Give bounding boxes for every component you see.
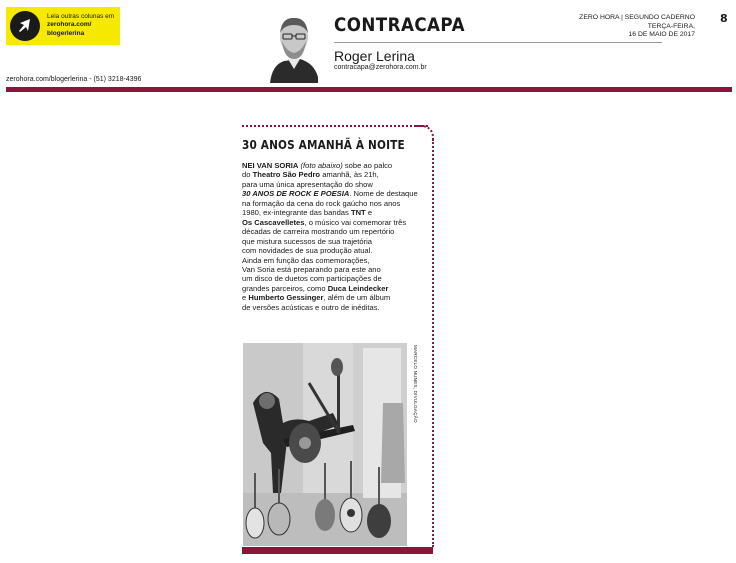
body-line: grandes parceiros, como Duca Leindecker [242, 283, 389, 293]
body-line: e Humberto Gessinger, além de um álbum [242, 293, 391, 303]
body-line: Os Cascavelletes, o músico vai comemorar três [242, 217, 407, 227]
promo-line-1: Leia outras colunas em [47, 13, 115, 20]
publication-info [579, 14, 695, 40]
article-headline: 30 ANOS AMANHÃ À NOITE [242, 137, 405, 152]
article-bottom-bar [242, 547, 433, 554]
body-line: décadas de carreira mostrando um repertório [242, 227, 395, 237]
body-line: de versões acústicas e outro de inéditas. [242, 302, 380, 312]
body-line: com novidades de sua produção atual. [242, 246, 373, 256]
body-line: 30 ANOS DE ROCK E POESIA. Nome de destaque [242, 189, 418, 199]
article-frame-right [432, 139, 434, 547]
body-line: 1980, ex-integrante das bandas TNT e [242, 208, 373, 218]
article-body [242, 161, 432, 312]
body-line: Van Soria está preparando para este ano [242, 264, 381, 274]
promo-link[interactable]: zerohora.com/ blogerlerina [47, 21, 92, 37]
article-frame-top [242, 125, 428, 127]
publication-weekday: TERÇA-FEIRA, [647, 22, 695, 30]
promo-text [47, 13, 114, 38]
body-line: do Theatro São Pedro amanhã, às 21h, [242, 170, 379, 180]
body-line: NEI VAN SORIA (foto abaixo) sobe ao palco [242, 161, 393, 170]
promo-box[interactable] [6, 7, 120, 45]
body-line: na formação da cena do rock gaúcho nos anos [242, 198, 401, 208]
publication-name: ZERO HORA | SEGUNDO CADERNO [579, 14, 695, 21]
header-bar [6, 87, 732, 92]
cursor-arrow-icon [10, 11, 40, 41]
columnist-email[interactable]: contracapa@zerohora.com.br [334, 64, 427, 71]
columnist-name: Roger Lerina [334, 48, 415, 64]
article-photo [243, 343, 407, 546]
page-number: 8 [720, 12, 728, 25]
columnist-portrait [266, 7, 322, 83]
body-line: Ainda em função das comemorações, [242, 255, 370, 265]
contact-line[interactable]: zerohora.com/blogerlerina - (51) 3218-4396 [6, 76, 142, 83]
photo-credit: MARCELO NUNES, DIVULGAÇÃO [413, 345, 418, 423]
publication-date: 16 DE MAIO DE 2017 [628, 31, 695, 39]
header-divider [334, 42, 662, 43]
body-line: que mistura sucessos de sua trajetória [242, 236, 373, 246]
body-line: um disco de duetos com participações de [242, 274, 382, 284]
body-line: para uma única apresentação do show [242, 179, 373, 189]
section-title: CONTRACAPA [334, 14, 465, 36]
